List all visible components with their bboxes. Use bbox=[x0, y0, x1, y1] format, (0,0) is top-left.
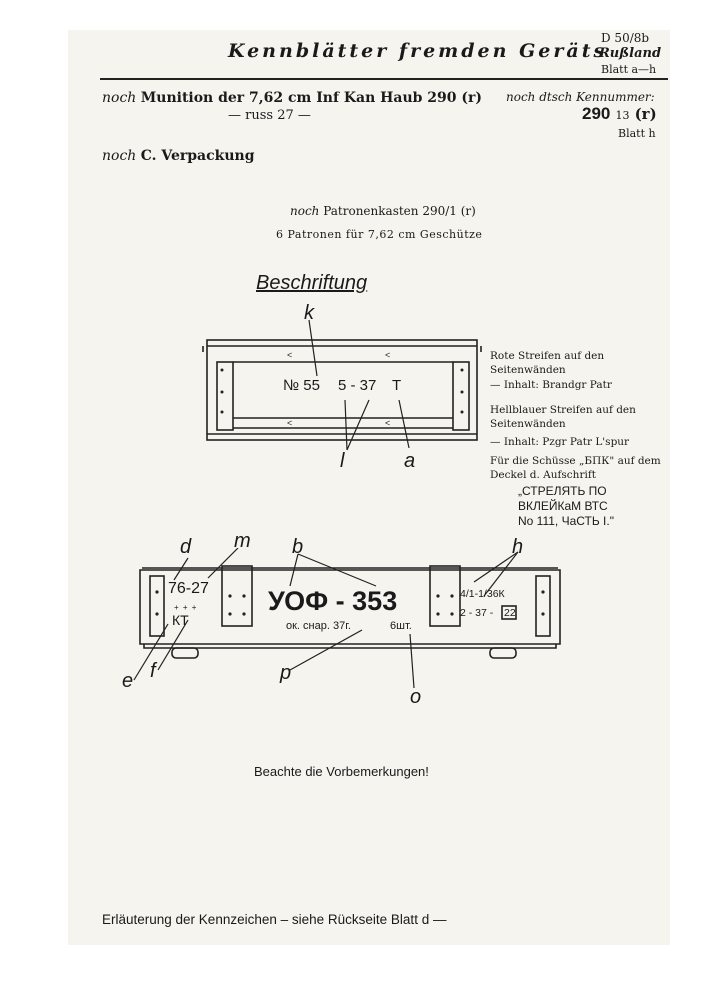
label-l: l bbox=[340, 450, 345, 472]
label-f: f bbox=[150, 660, 156, 682]
label-o: o bbox=[410, 686, 422, 708]
patronenkasten-subtitle: 6 Patronen für 7,62 cm Geschütze bbox=[276, 228, 483, 241]
label-d: d bbox=[180, 536, 192, 558]
note-shots: Für die Schüsse „БПК" auf dem Deckel d. Aufschrift bbox=[490, 455, 661, 481]
erlaeuterung-note: Erläuterung der Kennzeichen – siehe Rückseite Blatt d — bbox=[102, 912, 447, 927]
note-russian-1: „СТРЕЛЯТЬ ПО bbox=[518, 484, 607, 498]
beschriftung-heading: Beschriftung bbox=[256, 272, 368, 294]
marking-pieces: 6шт. bbox=[390, 620, 412, 632]
verpackung-heading: noch C. Verpackung bbox=[102, 148, 255, 164]
label-p: p bbox=[280, 662, 292, 684]
label-h: h bbox=[512, 536, 524, 558]
kennummer-label: noch dtsch Kennummer: bbox=[506, 90, 655, 104]
marking-right-box: 22 bbox=[504, 607, 516, 619]
marking-right-2: 2 - 37 - bbox=[460, 607, 494, 619]
note-blue-stripe: Hellblauer Streifen auf den Seitenwänden bbox=[490, 404, 636, 430]
kennummer-value: 290 13 (r) bbox=[582, 104, 657, 123]
russ-label: — russ 27 — bbox=[228, 108, 311, 123]
sheet-range: Blatt a—h bbox=[601, 63, 657, 76]
label-k: k bbox=[304, 302, 314, 324]
document-header-title: Kennblätter fremden Geräts bbox=[228, 40, 608, 62]
marking-crosses: + + + bbox=[174, 603, 198, 612]
note-content-1: — Inhalt: Brandgr Patr bbox=[490, 379, 612, 391]
marking-t: T bbox=[392, 377, 402, 394]
label-m: m bbox=[234, 530, 251, 552]
marking-right-1: 4/1-1/36К bbox=[460, 588, 505, 600]
svg-text:<: < bbox=[385, 350, 391, 360]
note-red-stripe: Rote Streifen auf den Seitenwänden bbox=[490, 350, 605, 376]
svg-text:<: < bbox=[385, 418, 391, 428]
beachte-note: Beachte die Vorbemerkungen! bbox=[254, 764, 429, 779]
doc-code: D 50/8b bbox=[601, 31, 650, 45]
patronenkasten-title: noch Patronenkasten 290/1 (r) bbox=[290, 204, 476, 218]
marking-ok-snar: ок. снар. 37г. bbox=[286, 620, 351, 632]
country-label: Rußland bbox=[599, 46, 662, 61]
marking-main: УОФ - 353 bbox=[268, 586, 398, 616]
svg-text:<: < bbox=[287, 350, 293, 360]
munition-heading: noch Munition der 7,62 cm Inf Kan Haub 290 (r) bbox=[102, 90, 483, 106]
label-b: b bbox=[292, 536, 304, 558]
label-e: e bbox=[122, 670, 134, 692]
blatt-label: Blatt h bbox=[618, 127, 656, 140]
note-russian-3: No 111, ЧаСТЬ I." bbox=[518, 514, 614, 528]
svg-text:<: < bbox=[287, 418, 293, 428]
bottom-box-drawing bbox=[130, 548, 570, 718]
header-rule bbox=[100, 78, 668, 80]
label-a: a bbox=[404, 450, 416, 472]
note-russian-2: ВКЛЕЙКаМ ВТС bbox=[518, 499, 608, 513]
marking-number: № 55 bbox=[283, 377, 320, 394]
marking-date: 5 - 37 bbox=[338, 377, 377, 394]
note-content-2: — Inhalt: Pzgr Patr L'spur bbox=[490, 436, 630, 448]
marking-76-27: 76-27 bbox=[168, 580, 209, 597]
marking-kt: КТ bbox=[172, 612, 189, 628]
